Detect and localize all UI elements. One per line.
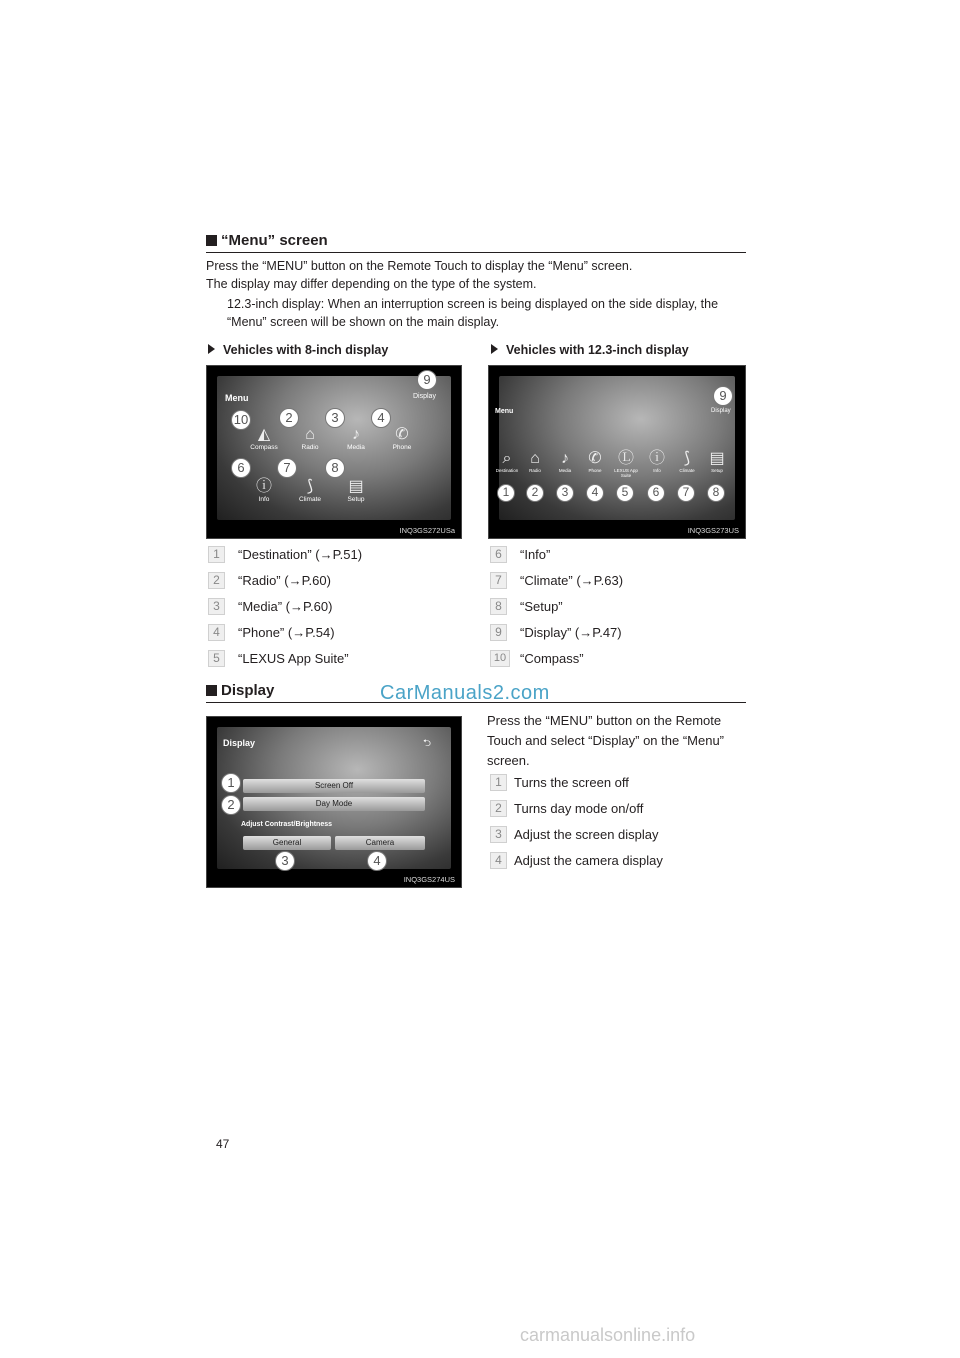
callout-1: 1	[497, 484, 515, 502]
callout-6: 6	[647, 484, 665, 502]
display-button[interactable]: Display	[413, 393, 436, 400]
setup-icon: ▤	[709, 450, 725, 467]
music-note-icon: ♪	[352, 426, 360, 443]
callout-7: 7	[677, 484, 695, 502]
app-climate[interactable]: ⟆ Climate	[673, 450, 701, 473]
seat-icon: ⟆	[306, 478, 314, 495]
image-code: INQ3GS274US	[403, 875, 455, 884]
phone-icon: ✆	[588, 450, 602, 467]
display-desc-1: Press the “MENU” button on the Remote	[487, 713, 722, 728]
section-heading-display: Display	[206, 682, 746, 703]
info-icon: ⓘ	[255, 478, 272, 495]
callout-7: 7	[277, 458, 297, 478]
callout-8: 8	[707, 484, 725, 502]
radio-icon: ⌂	[530, 450, 540, 467]
screen-off-button[interactable]: Screen Off	[243, 779, 425, 793]
footer-watermark: carmanualsonline.info	[520, 1325, 696, 1345]
callout-4: 4	[371, 408, 391, 428]
image-code: INQ3GS273US	[687, 526, 739, 535]
display-button[interactable]: Display	[711, 408, 731, 414]
callout-9: 9	[713, 386, 733, 406]
menu-screenshot-12inch	[488, 365, 746, 539]
app-phone[interactable]: ✆ Phone	[385, 426, 419, 451]
intro-line-1: Press the “MENU” button on the Remote Touch to display the “Menu” screen.	[206, 259, 633, 273]
section-heading-menu: “Menu” screen	[206, 232, 746, 253]
screen-title: Menu	[495, 408, 514, 415]
app-compass[interactable]: ◭ Compass	[247, 426, 281, 451]
compass-icon: ◭	[257, 426, 271, 443]
radio-icon: ⌂	[305, 426, 315, 443]
app-destination[interactable]: ⌕ Destination	[493, 450, 521, 473]
screen-title: Display	[223, 738, 256, 748]
app-info[interactable]: ⓘ Info	[643, 450, 671, 473]
callout-5: 5	[616, 484, 634, 502]
watermark: CarManuals2.com	[380, 682, 550, 704]
app-setup[interactable]: ▤ Setup	[339, 478, 373, 503]
callout-3: 3	[275, 851, 295, 871]
display-desc-2: Touch and select “Display” on the “Menu”	[487, 733, 725, 748]
callout-2: 2	[279, 408, 299, 428]
app-media[interactable]: ♪ Media	[551, 450, 579, 473]
triangle-bullet-icon	[208, 344, 215, 354]
note-line-2: “Menu” screen will be shown on the main display.	[227, 315, 500, 329]
music-note-icon: ♪	[561, 450, 569, 467]
setup-icon: ▤	[348, 478, 364, 495]
page-number: 47	[216, 1137, 230, 1151]
note-line-1: 12.3-inch display: When an interruption screen is being displayed on the side display, the	[227, 297, 719, 311]
camera-button[interactable]: Camera	[335, 836, 425, 850]
app-radio[interactable]: ⌂ Radio	[293, 426, 327, 451]
triangle-bullet-icon	[491, 344, 498, 354]
info-icon: ⓘ	[648, 450, 665, 467]
app-setup[interactable]: ▤ Setup	[703, 450, 731, 473]
adjust-label: Adjust Contrast/Brightness	[241, 821, 333, 828]
image-code: INQ3GS272USa	[399, 526, 455, 535]
callout-2: 2	[526, 484, 544, 502]
app-media[interactable]: ♪ Media	[339, 426, 373, 451]
subheading-12inch: Vehicles with 12.3-inch display	[491, 343, 689, 357]
day-mode-toggle[interactable]: Day Mode	[243, 797, 425, 811]
callout-3: 3	[556, 484, 574, 502]
callout-2: 2	[221, 795, 241, 815]
callout-10: 10	[231, 410, 251, 430]
app-lexus-app-suite[interactable]: Ⓛ LEXUS App Suite	[611, 450, 641, 478]
intro-line-2: The display may differ depending on the type of the system.	[206, 277, 537, 291]
screen-title: Menu	[225, 393, 249, 403]
app-phone[interactable]: ✆ Phone	[581, 450, 609, 473]
callout-4: 4	[586, 484, 604, 502]
square-bullet-icon	[206, 685, 217, 696]
lexus-logo-icon: Ⓛ	[617, 450, 634, 467]
app-climate[interactable]: ⟆ Climate	[293, 478, 327, 503]
display-desc-3: screen.	[487, 753, 530, 768]
app-info[interactable]: ⓘ Info	[247, 478, 281, 503]
general-button[interactable]: General	[243, 836, 331, 850]
display-screenshot	[206, 716, 462, 888]
seat-icon: ⟆	[683, 450, 691, 467]
callout-1: 1	[221, 773, 241, 793]
back-arrow-icon[interactable]: ⮌	[423, 738, 432, 749]
callout-6: 6	[231, 458, 251, 478]
search-icon: ⌕	[502, 450, 512, 467]
square-bullet-icon	[206, 235, 217, 246]
callout-8: 8	[325, 458, 345, 478]
menu-screenshot-8inch	[206, 365, 462, 539]
callout-9: 9	[417, 370, 437, 390]
app-radio[interactable]: ⌂ Radio	[521, 450, 549, 473]
callout-4: 4	[367, 851, 387, 871]
phone-icon: ✆	[395, 426, 409, 443]
callout-3: 3	[325, 408, 345, 428]
subheading-8inch: Vehicles with 8-inch display	[208, 343, 388, 357]
